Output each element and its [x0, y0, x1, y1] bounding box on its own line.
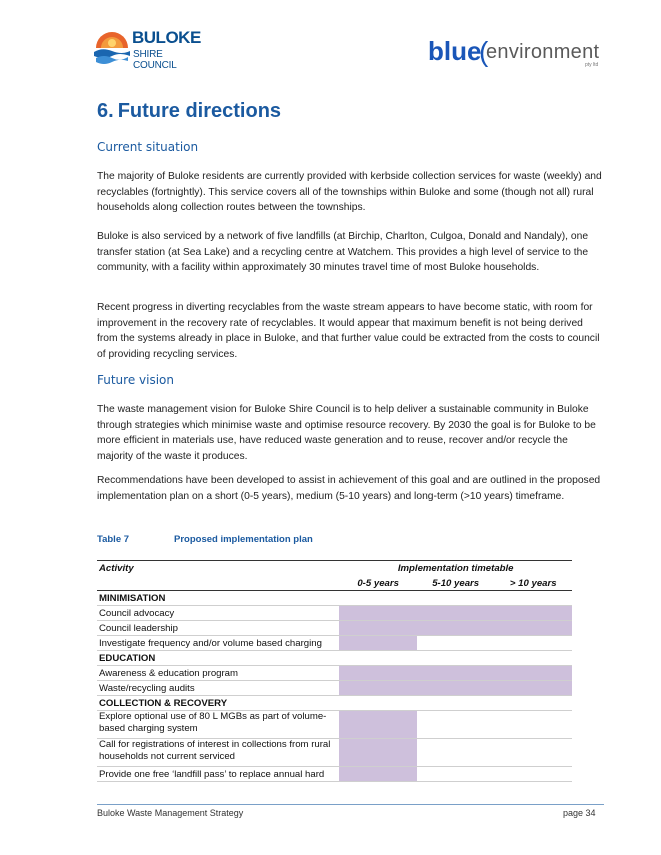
medium-term-column-header: 5-10 years — [417, 576, 495, 591]
table-section-label: COLLECTION & RECOVERY — [97, 696, 572, 711]
blue-logo-suffix: pty ltd — [585, 62, 599, 68]
activity-cell: Waste/recycling audits — [97, 681, 339, 696]
activity-cell: Explore optional use of 80 L MGBs as part of volume-based charging system — [97, 711, 339, 739]
page-content — [97, 100, 603, 780]
table-section-label: MINIMISATION — [97, 591, 572, 606]
blue-logo-word1: blue — [428, 36, 482, 66]
timetable-medium-cell — [417, 621, 495, 636]
timetable-medium-cell — [417, 739, 495, 767]
table-row — [97, 621, 572, 636]
timetable-short-cell — [339, 711, 417, 739]
future-vision-paragraph-2: Recommendations have been developed to assist in achievement of this goal and are outlined in the proposed implementation plan on a short (0-5 years), medium (5-10 years) and long-term (>10 years) timeframe. — [97, 475, 601, 502]
timetable-long-cell — [494, 681, 572, 696]
timetable-long-cell — [494, 711, 572, 739]
table-header-row — [97, 561, 572, 577]
table-section-label: EDUCATION — [97, 651, 572, 666]
activity-cell: Call for registrations of interest in collections from rural households not current serviced — [97, 739, 339, 767]
table-row — [97, 739, 572, 767]
timetable-long-cell — [494, 767, 572, 782]
page-title — [97, 100, 603, 123]
timetable-long-cell — [494, 606, 572, 621]
table-row — [97, 681, 572, 696]
timetable-medium-cell — [417, 606, 495, 621]
timetable-short-cell — [339, 767, 417, 782]
current-situation-paragraph-1: The majority of Buloke residents are currently provided with kerbside collection services for waste (weekly) and recyclables (fortnightly). This service covers all of the townships within Buloke and some (though not all) rural households along collection routes between the townships. — [97, 171, 602, 213]
footer-document-title: Buloke Waste Management Strategy — [97, 808, 244, 818]
timetable-long-cell — [494, 636, 572, 651]
section-title: Future directions — [117, 100, 282, 122]
timetable-short-cell — [339, 666, 417, 681]
footer-page-number: page 34 — [563, 808, 596, 818]
activity-cell: Provide one free ‘landfill pass’ to replace annual hard — [97, 767, 339, 782]
current-situation-paragraph-3: Recent progress in diverting recyclables from the waste stream appears to have become static, with room for improvement in the recovery rate of recyclables. It would appear that maximum benefit is not being derived from the systems already in place in Buloke, and that further value could be extracted from the costs to council of providing recycling services. — [97, 302, 600, 360]
blue-environment-logo — [428, 36, 608, 76]
activity-cell: Council advocacy — [97, 606, 339, 621]
buloke-logo-line2: SHIRE COUNCIL — [133, 49, 177, 71]
blue-logo-word2: environment — [486, 41, 600, 63]
footer-divider — [97, 804, 604, 805]
timetable-long-cell — [494, 666, 572, 681]
table-row — [97, 666, 572, 681]
table-subheader-row — [97, 576, 572, 591]
table-label: Table 7 — [97, 534, 130, 545]
activity-cell: Investigate frequency and/or volume based charging — [97, 636, 339, 651]
timetable-column-header: Implementation timetable — [339, 561, 572, 577]
timetable-short-cell — [339, 739, 417, 767]
implementation-plan-table — [97, 560, 572, 782]
current-situation-paragraph-2: Buloke is also serviced by a network of five landfills (at Birchip, Charlton, Culgoa, Donald and Nandaly), one transfer station (at Sea Lake) and a recycling centre at Watchem. This provides a high level of service to the community, with a facility within approximately 30 minutes travel time of most Buloke households. — [97, 231, 589, 273]
table-caption — [97, 534, 313, 545]
timetable-long-cell — [494, 621, 572, 636]
timetable-short-cell — [339, 621, 417, 636]
timetable-long-cell — [494, 739, 572, 767]
section-number: 6. — [97, 100, 114, 122]
timetable-medium-cell — [417, 767, 495, 782]
timetable-medium-cell — [417, 636, 495, 651]
table-section-row — [97, 591, 572, 606]
table-body — [97, 591, 572, 782]
future-vision-paragraph-1: The waste management vision for Buloke Shire Council is to help deliver a sustainable community in Buloke through strategies which minimise waste and optimise resource recovery. By 2030 the goal is for Buloke to be more efficient in materials use, have reduced waste generation and to reuse, recover and/or recycle the majority of the waste it produces. — [97, 404, 596, 462]
current-situation-heading: Current situation — [97, 140, 199, 154]
activity-cell: Awareness & education program — [97, 666, 339, 681]
future-vision-heading: Future vision — [97, 373, 174, 387]
table-row — [97, 767, 572, 782]
buloke-logo-mark-icon — [92, 26, 132, 66]
activity-column-header: Activity — [97, 561, 339, 577]
table-title: Proposed implementation plan — [174, 534, 313, 545]
table-section-row — [97, 696, 572, 711]
timetable-short-cell — [339, 636, 417, 651]
buloke-shire-logo — [92, 26, 201, 71]
blue-logo-arc-icon: ( — [479, 36, 489, 67]
table-row — [97, 636, 572, 651]
timetable-medium-cell — [417, 681, 495, 696]
short-term-column-header: 0-5 years — [339, 576, 417, 591]
timetable-short-cell — [339, 606, 417, 621]
table-row — [97, 606, 572, 621]
buloke-logo-line1: BULOKE — [132, 28, 201, 47]
timetable-medium-cell — [417, 666, 495, 681]
long-term-column-header: > 10 years — [494, 576, 572, 591]
timetable-short-cell — [339, 681, 417, 696]
table-row — [97, 711, 572, 739]
activity-cell: Council leadership — [97, 621, 339, 636]
timetable-medium-cell — [417, 711, 495, 739]
table-section-row — [97, 651, 572, 666]
